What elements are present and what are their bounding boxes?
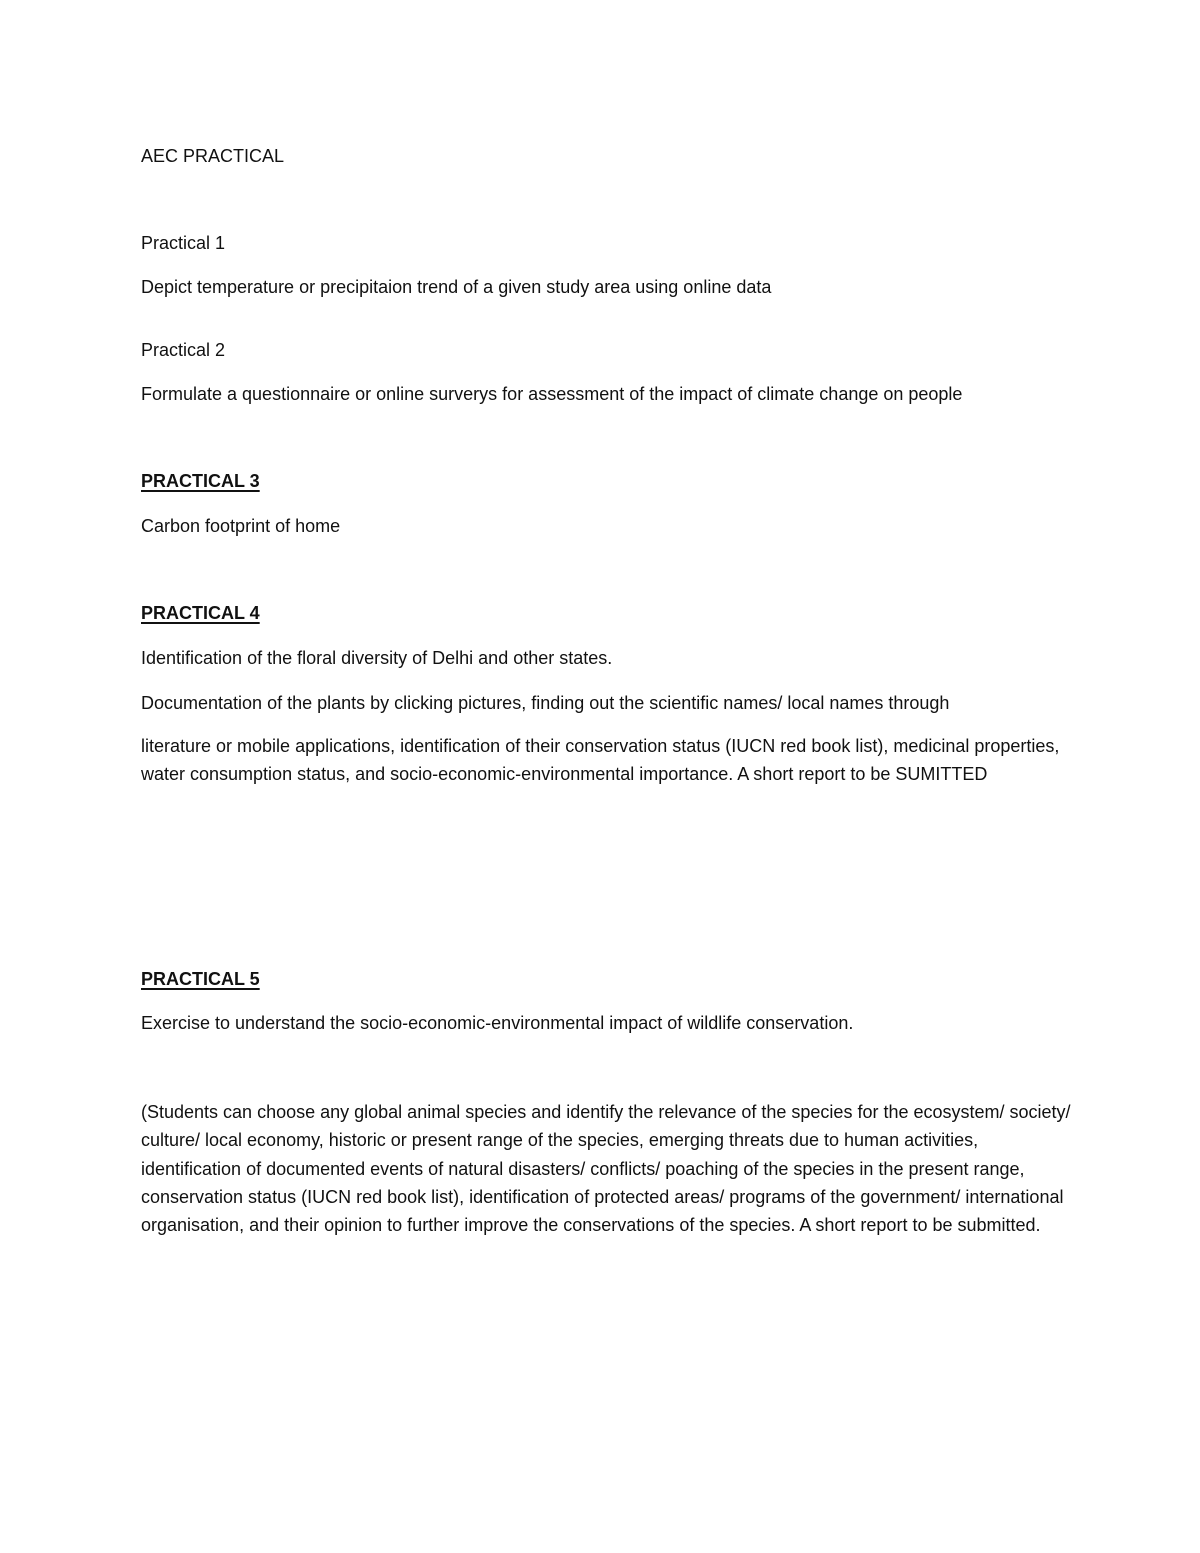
practical-3-heading: PRACTICAL 3: [141, 471, 260, 491]
practical-4-paragraph: literature or mobile applications, identification of their conservation status (IUCN red book list), medicinal properties, water consumption status, and socio-economic-environmental importance. A short report to be SUMITTED: [141, 736, 1060, 785]
document-title: AEC PRACTICAL: [141, 146, 285, 166]
practical-4-line-2: Documentation of the plants by clicking pictures, finding out the scientific names/ local names through: [141, 693, 950, 713]
practical-3-description: Carbon footprint of home: [141, 516, 341, 536]
practical-5-line-1: Exercise to understand the socio-economic-environmental impact of wildlife conservation.: [141, 1013, 854, 1033]
practical-4-heading: PRACTICAL 4: [141, 603, 260, 623]
practical-5-paragraph: (Students can choose any global animal species and identify the relevance of the species for the ecosystem/ society/ culture/ local economy, historic or present range of the species, emerging threats due to human activities, identification of documented events of natural disasters/ conflicts/ poaching of the species in the present range, conservation status (IUCN red book list), identification of protected areas/ programs of the government/ international organisation, and their opinion to further improve the conservations of the species. A short report to be submitted.: [141, 1102, 1071, 1236]
practical-2-description: Formulate a questionnaire or online surverys for assessment of the impact of climate change on people: [141, 384, 963, 404]
practical-1-description: Depict temperature or precipitaion trend of a given study area using online data: [141, 277, 772, 297]
practical-4-line-1: Identification of the floral diversity of Delhi and other states.: [141, 648, 613, 668]
practical-5-heading: PRACTICAL 5: [141, 969, 260, 989]
practical-1-heading: Practical 1: [141, 233, 226, 253]
practical-2-heading: Practical 2: [141, 340, 226, 360]
